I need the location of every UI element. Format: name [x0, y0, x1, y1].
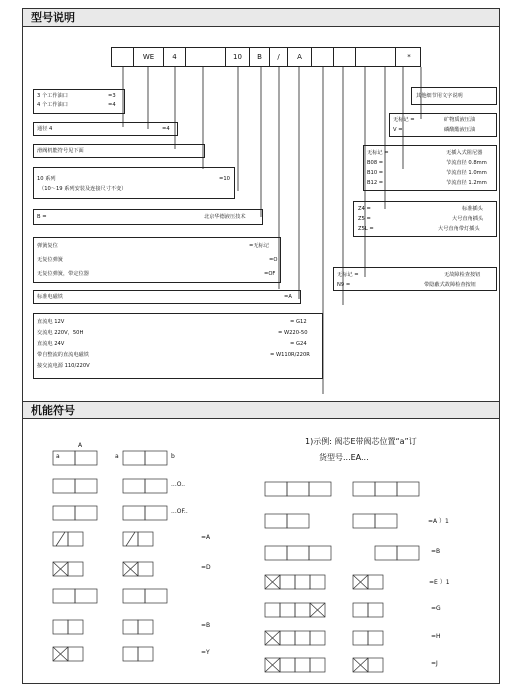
orifice-label: B08 =	[367, 160, 384, 166]
fluid-value: 矿物质液压油	[444, 117, 476, 123]
plug-value: 大号直角插头	[452, 216, 484, 222]
size-label: 通径 4	[37, 126, 53, 132]
example-line1: 1)示例: 阀芯E带阀芯位置“a”订	[305, 437, 417, 446]
voltage-label: 直流电 24V	[37, 341, 65, 347]
code-eq-d: =D	[201, 564, 211, 571]
override-value: 带隐蔽式故障检查按钮	[424, 282, 476, 288]
orifice-value: 无插入式阻尼器	[446, 150, 483, 156]
override-value: 无故障检查按钮	[444, 272, 481, 278]
code-cell-slash: /	[270, 48, 288, 66]
code-eq-j: =J	[431, 660, 438, 667]
code-eq-e1: =E ）1	[429, 579, 450, 586]
port-a-label: a	[115, 453, 119, 460]
code-cell-star: *	[407, 53, 411, 61]
port-b-label: b	[171, 453, 175, 460]
code-eq-a1: =A ）1	[428, 518, 449, 525]
fluid-label: 无标记 =	[393, 117, 415, 123]
suffix-o-label: ...O..	[171, 481, 186, 488]
magnet-label: 标准电磁铁	[37, 294, 63, 300]
example-line2: 货型号...EA...	[319, 453, 369, 462]
orifice-value: 节流直径 1.0mm	[446, 170, 487, 176]
ports-4-label: 4 个工作油口	[37, 102, 68, 108]
series-value: =10	[219, 176, 230, 182]
code-cell-b: B	[250, 48, 270, 66]
voltage-value: = G24	[290, 341, 307, 347]
code-eq-b: =B	[201, 622, 211, 629]
tech-label: B =	[37, 214, 47, 220]
spring-label: 无复位弹簧，带定位器	[37, 271, 89, 277]
code-eq-h: =H	[431, 633, 441, 640]
size-value: =4	[162, 126, 170, 132]
spool-label: 滑阀机能符号见下面	[37, 148, 84, 154]
plug-label: Z4 =	[358, 206, 371, 212]
ports-3-value: =3	[108, 93, 116, 99]
spring-label: 无复位弹簧	[37, 257, 63, 263]
ports-3-label: 3 个工作油口	[37, 93, 68, 99]
spring-label: 弹簧复位	[37, 243, 58, 249]
series-note: （10～19 系列安装及连接尺寸不变）	[39, 186, 127, 192]
magnet-value: =A	[284, 294, 292, 300]
code-eq-b2: =B	[431, 548, 441, 555]
code-cell-10: 10	[226, 48, 250, 66]
voltage-label: 带自整流的直流电磁铁	[37, 352, 89, 358]
override-label: 无标记 =	[337, 272, 359, 278]
spring-value: =O	[269, 257, 278, 263]
fluid-value: 磷酸酯液压油	[444, 127, 476, 133]
code-cell-we: WE	[134, 48, 164, 66]
series-label: 10 系列	[37, 176, 56, 182]
orifice-label: B10 =	[367, 170, 384, 176]
section-title-symbols: 机能符号	[23, 401, 499, 419]
code-eq-g: =G	[431, 605, 441, 612]
tech-value: 北京华德液压技术	[204, 214, 246, 220]
code-eq-y: =Y	[201, 649, 210, 656]
voltage-label: 直流电 12V	[37, 319, 65, 325]
suffix-of-label: ...OF..	[171, 508, 188, 515]
datasheet-page	[22, 8, 500, 684]
code-cell-a: A	[288, 48, 312, 66]
voltage-label: 交流电 220V，50H	[37, 330, 84, 336]
orifice-label: B12 =	[367, 180, 384, 186]
port-a-label: a	[56, 453, 60, 460]
override-label: N9 =	[337, 282, 351, 288]
spring-value: =OF	[264, 271, 276, 277]
voltage-value: = G12	[290, 319, 307, 325]
section-title-model: 型号说明	[23, 9, 499, 27]
code-cell-4: 4	[164, 48, 186, 66]
port-ab-label: A	[78, 442, 83, 449]
voltage-value: = W110R/220R	[270, 352, 310, 358]
orifice-label: 无标记 =	[367, 150, 389, 156]
plug-label: Z5 =	[358, 216, 371, 222]
ports-4-value: =4	[108, 102, 116, 108]
spring-value: =无标记	[249, 243, 269, 249]
voltage-label: 接交流电源 110/220V	[37, 363, 90, 369]
orifice-value: 节流直径 1.2mm	[446, 180, 487, 186]
plug-value: 大号直角带灯插头	[438, 226, 480, 232]
other-details-label: 其他细节用文字说明	[416, 93, 463, 99]
code-eq-a: =A	[201, 534, 211, 541]
plug-label: Z5L =	[358, 226, 374, 232]
fluid-label: V =	[393, 127, 403, 133]
voltage-value: = W220-50	[278, 330, 308, 336]
plug-value: 标准插头	[462, 206, 483, 212]
orifice-value: 节流直径 0.8mm	[446, 160, 487, 166]
